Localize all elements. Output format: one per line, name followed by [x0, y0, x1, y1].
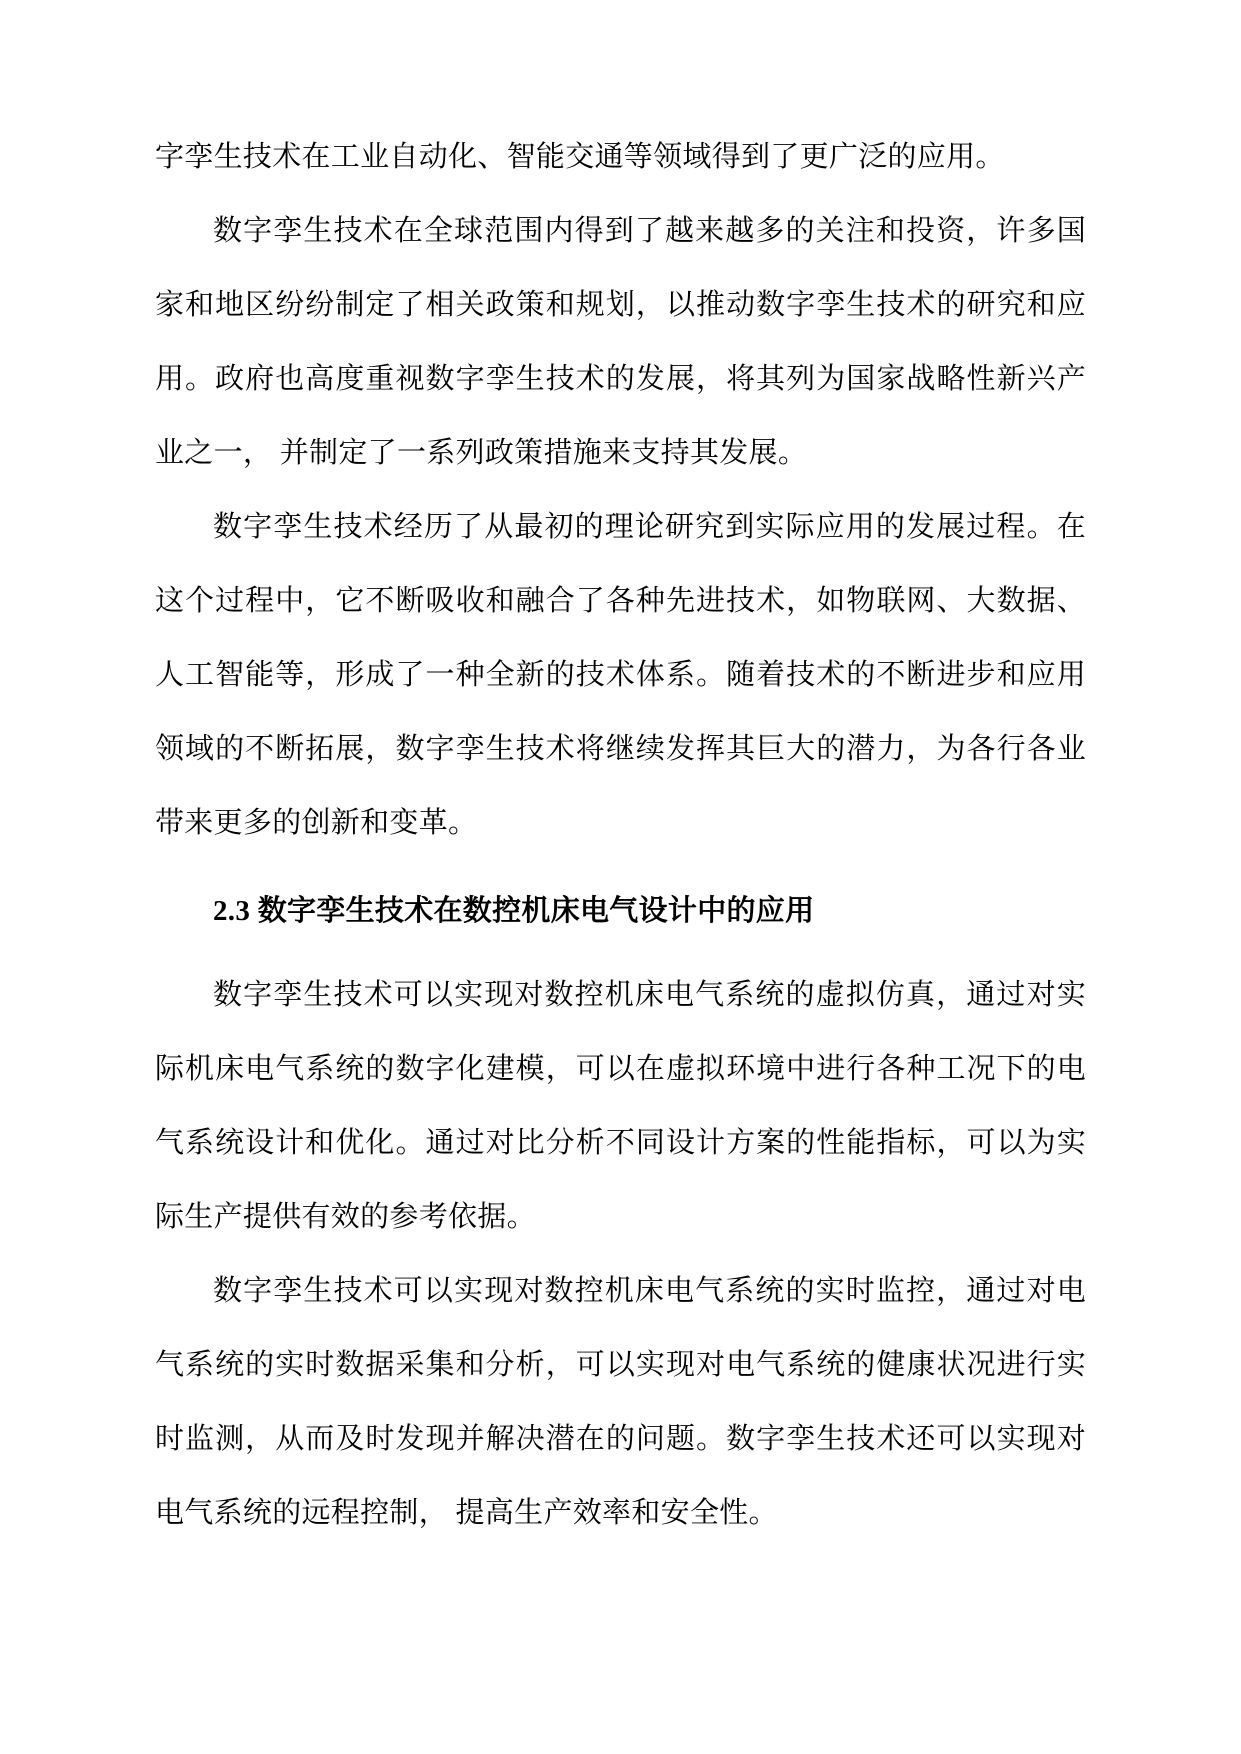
paragraph-virtual-simulation: 数字孪生技术可以实现对数控机床电气系统的虚拟仿真，通过对实际机床电气系统的数字化建模，可以在虚拟环境中进行各种工况下的电气系统设计和优化。通过对比分析不同设计方案的性能指标，可以为实际生产提供有效的参考依据。 — [155, 979, 1086, 1233]
paragraph-realtime-monitoring: 数字孪生技术可以实现对数控机床电气系统的实时监控，通过对电气系统的实时数据采集和分析，可以实现对电气系统的健康状况进行实时监测，从而及时发现并解决潜在的问题。数字孪生技术还可以实现对电气系统的远程控制， 提高生产效率和安全性。 — [155, 1275, 1086, 1529]
paragraph-development-history: 数字孪生技术经历了从最初的理论研究到实际应用的发展过程。在这个过程中，它不断吸收和融合了各种先进技术，如物联网、大数据、人工智能等，形成了一种全新的技术体系。随着技术的不断进步和应用领域的不断拓展，数字孪生技术将继续发挥其巨大的潜力，为各行各业带来更多的创新和变革。 — [155, 511, 1086, 839]
paragraph-global-attention: 数字孪生技术在全球范围内得到了越来越多的关注和投资，许多国家和地区纷纷制定了相关政策和规划，以推动数字孪生技术的研究和应用。政府也高度重视数字孪生技术的发展，将其列为国家战略性新兴产业之一， 并制定了一系列政策措施来支持其发展。 — [155, 215, 1086, 469]
paragraph-continuation: 字孪生技术在工业自动化、智能交通等领域得到了更广泛的应用。 — [155, 141, 1005, 173]
section-heading-2-3: 2.3 数字孪生技术在数控机床电气设计中的应用 — [213, 895, 815, 927]
